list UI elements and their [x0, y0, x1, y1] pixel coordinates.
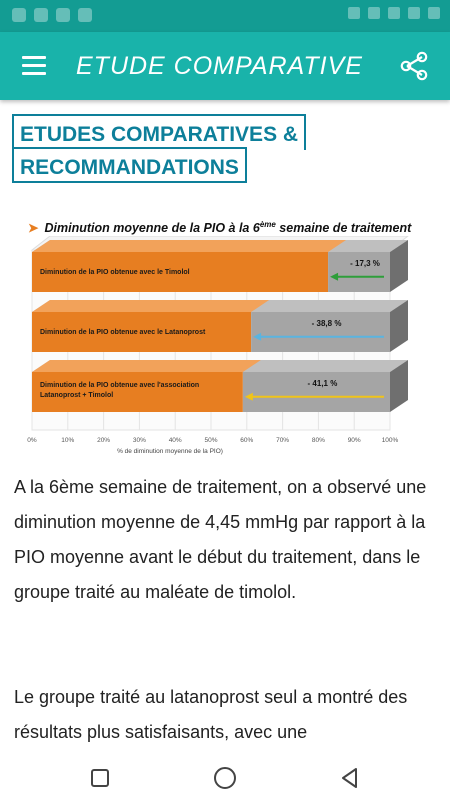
app-bar: [0, 32, 450, 100]
chart-title-end: semaine de traitement: [275, 221, 412, 236]
x-tick-label: 0%: [27, 437, 37, 444]
bluetooth-icon: [348, 7, 360, 19]
bar-reduction-segment: [328, 252, 390, 292]
x-tick-label: 70%: [276, 437, 290, 444]
paragraph-1: A la 6ème semaine de traitement, on a observé une diminution moyenne de 4,45 mmHg par rapport à la PIO moyenne avant le début du traitement, dans le groupe traité au maléate de timolol.: [14, 477, 427, 602]
bar-chart-svg: [20, 236, 440, 456]
x-tick-label: 40%: [168, 437, 182, 444]
notification-icon: [12, 8, 26, 22]
notification-icon: [78, 8, 92, 22]
x-tick-label: 90%: [347, 437, 361, 444]
x-tick-label: 10%: [61, 437, 75, 444]
bar-reduction-segment: [243, 372, 390, 412]
comparison-chart: [20, 216, 440, 456]
system-status-icons: [348, 7, 440, 19]
triangle-back-icon[interactable]: [336, 764, 364, 792]
x-tick-label: 50%: [204, 437, 218, 444]
bar-category-label: Latanoprost + Timolol: [40, 392, 114, 399]
share-icon[interactable]: [398, 50, 430, 82]
signal-icon: [408, 7, 420, 19]
article-content[interactable]: [0, 100, 450, 756]
navigation-bar: [0, 756, 450, 800]
square-icon[interactable]: [86, 764, 114, 792]
x-tick-label: 30%: [132, 437, 146, 444]
bar-category-label: Diminution de la PIO obtenue avec le Latanoprost: [40, 329, 206, 336]
x-axis-label: % de diminution moyenne de la PIO): [117, 448, 223, 455]
bar-value-label: - 41,1 %: [307, 379, 338, 388]
x-tick-label: 20%: [97, 437, 111, 444]
chart-title-text: Diminution moyenne de la PIO à la 6: [44, 221, 260, 236]
bar-top-face-orange: [32, 240, 346, 252]
x-tick-label: 80%: [311, 437, 325, 444]
bar-value-label: - 17,3 %: [350, 259, 380, 268]
bar-reduction-segment: [251, 312, 390, 352]
notification-icon: [56, 8, 70, 22]
x-tick-label: 60%: [240, 437, 254, 444]
bar-category-label: Diminution de la PIO obtenue avec l'association: [40, 382, 200, 389]
section-heading: [12, 114, 299, 182]
notification-icons: [12, 8, 92, 22]
settings-icon: [368, 7, 380, 19]
chart-title: [28, 220, 411, 235]
bar-category-label: Diminution de la PIO obtenue avec le Timolol: [40, 269, 190, 276]
circle-icon[interactable]: [211, 764, 239, 792]
bar-value-label: - 38,8 %: [311, 319, 342, 328]
notification-icon: [34, 8, 48, 22]
app-title: ETUDE COMPARATIVE: [76, 52, 363, 80]
hamburger-menu-icon[interactable]: [20, 53, 48, 79]
bullet-arrow-icon: ➤: [28, 221, 39, 236]
bar-top-face-orange: [32, 300, 269, 312]
x-tick-label: 100%: [381, 437, 399, 444]
battery-icon: [428, 7, 440, 19]
heading-line-2: RECOMMANDATIONS: [12, 147, 247, 183]
wifi-icon: [388, 7, 400, 19]
status-bar: [0, 0, 450, 32]
paragraph-2: Le groupe traité au latanoprost seul a montré des résultats plus satisfaisants, avec une: [14, 687, 408, 742]
heading-line-1: ETUDES COMPARATIVES &: [12, 114, 306, 150]
chart-title-sup: ème: [259, 220, 276, 229]
bar-top-face-orange: [32, 360, 261, 372]
